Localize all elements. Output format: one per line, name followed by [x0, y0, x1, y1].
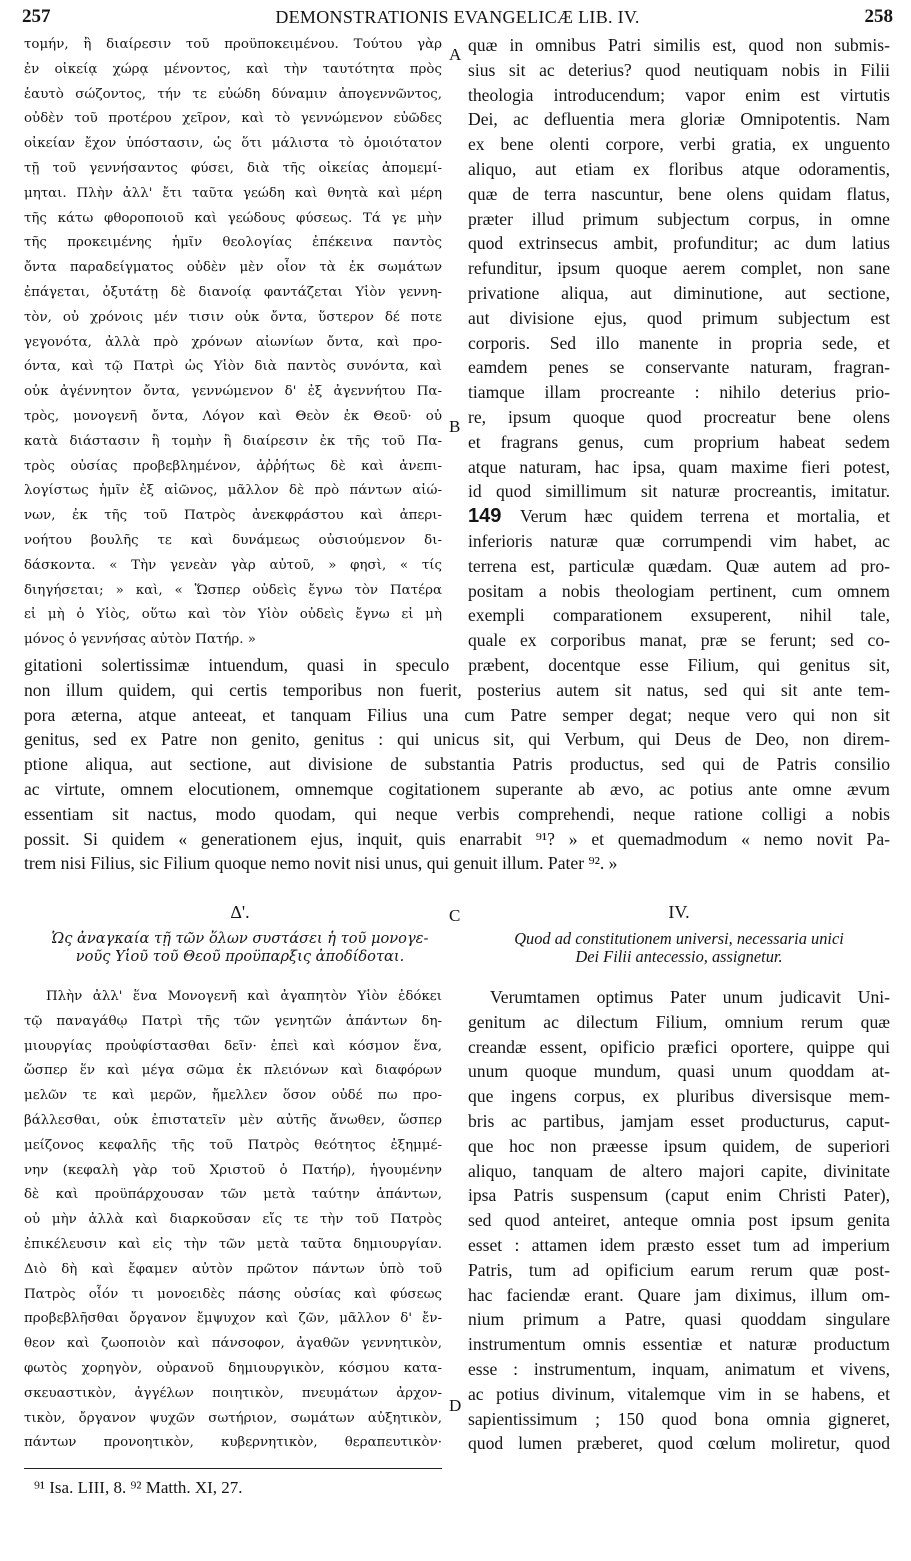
- latin-text-line: id quod simillimum sit naturæ procreantis, imitatur.: [468, 481, 890, 502]
- latin-text-line: quæ de terra nascuntur, bene olens quidam flatus,: [468, 183, 890, 204]
- latin-full-line: ac virtute, omnem elocutionem, omnemque cogitationem superante ab ævo, ac potius ante omne ævum: [24, 778, 890, 799]
- right-page-number: 258: [864, 6, 893, 27]
- latin-text-line: sed quod anteiret, anteque omnia post ipsum genita: [468, 1210, 890, 1231]
- latin-full-line: pora æterna, atque anteeat, et tanquam Filius una cum Patre semper degat; neque vero qui non sit: [24, 704, 890, 725]
- latin-text-line: instrumentum omnis essentiæ et naturæ productum: [468, 1334, 890, 1355]
- latin-text-line: exempli comparationem exsuperent, nihil tale,: [468, 605, 890, 626]
- latin-text-line: quale ex corporibus manat, præ se ferunt; sed co-: [468, 630, 890, 651]
- greek-text-line: Διὸ δὴ καὶ ἔφαμεν αὐτὸν πρῶτον πάντων ὑπὸ τοῦ: [24, 1261, 442, 1277]
- greek-text-line: εἰ μὴ ὁ Υἱὸς, οὕτω καὶ τὸν Υἱὸν οὐδεὶς ἔγνω εἰ μὴ: [24, 607, 442, 623]
- latin-text-line: aliquo, aut etiam ex floribus atque odoramentis,: [468, 158, 890, 179]
- greek-text-line: ὄντα παραδείγματος οὐδὲν μὲν οἷον τὰ ἐκ σωμάτων: [24, 260, 442, 276]
- latin-text-line: esse : instrumentum, inquam, animatum et vivens,: [468, 1358, 890, 1379]
- latin-column-top: [468, 33, 890, 653]
- latin-text-line: corporis. Sed illo manente in propria sede, et: [468, 332, 890, 353]
- greek-text-line: δάσκοντα. « Τὴν γενεὰν γὰρ αὐτοῦ, » φησὶ, « τίς: [24, 557, 442, 573]
- greek-text-line: φωτὸς χορηγὸν, οὐρανοῦ δημιουργικὸν, κόσμου κατα-: [24, 1360, 442, 1376]
- latin-text-line: hac faciendæ erant. Quare jam diximus, illum om-: [468, 1284, 890, 1305]
- latin-full-line: essentiam sit nactus, modo quodam, qui neque verbis comprehendi, neque ratione colligi a nobis: [24, 803, 890, 824]
- greek-column-chapter: [24, 985, 442, 1456]
- greek-text-line: τὸν, οὐ χρόνοις μέν τισιν οὐκ ὄντα, ὕστερον δέ ποτε: [24, 309, 442, 325]
- latin-full-line: gitationi solertissimæ intuendum, quasi in speculo præbent, docentque esse Filium, qui genitus sit,: [24, 655, 890, 675]
- greek-text-line: οὐκ ἀγέννητον ὄντα, γεννώμενον δ' ἐξ ἀγεννήτου Πα-: [24, 384, 442, 400]
- latin-text-line: nium primum a Patre, quasi quoddam singulare: [468, 1309, 890, 1330]
- latin-text-line: inferioris naturæ quæ corrumpendi vim habet, ac: [468, 530, 890, 551]
- greek-chapter-number: Δ'.: [230, 902, 250, 922]
- greek-text-line: τικὸν, ὄργανον ψυχῶν σωτήριον, σωμάτων αὐξητικὸν,: [24, 1410, 442, 1426]
- greek-text-line: τῇ τοῦ γεννήσαντος φύσει, διὰ τῆς οἰκείας ἀπομεμί-: [24, 160, 442, 176]
- greek-text-line: οἰκείαν ἔχον ὑπόστασιν, ὡς ὅτι μάλιστα τὸ ὁμοιότατον: [24, 136, 442, 152]
- greek-text-line: οὐ μὴν ἀλλὰ καὶ διαρκοῦσαν εἴς τε τὴν τοῦ Πατρὸς: [24, 1212, 442, 1228]
- latin-text-line: re, ipsum quoque quod procreatur bene olens: [468, 406, 890, 427]
- greek-text-line: μιουργίας προὐφίστασθαι δεῖν· ἐπεὶ καὶ κόσμον ἕνα,: [24, 1038, 442, 1054]
- greek-text-line: Πατρὸς οἷόν τι μονοειδὲς πάσης οὐσίας καὶ φύσεως: [24, 1286, 442, 1302]
- latin-text-line: refunditur, ipsum quoque aerem complet, non sane: [468, 258, 890, 279]
- latin-text-line: Dei, ac defluentia mera gloriæ Omnipotentis. Nam: [468, 109, 890, 130]
- latin-text-line: aut divisione ejus, quod primum subjectum est: [468, 307, 890, 328]
- greek-text-line: τῆς προκειμένης ἡμῖν θεολογίας ἐπέκεινα παντὸς: [24, 235, 442, 251]
- greek-text-line: δὲ καὶ προϋπάρχουσαν τῶν μετὰ ταύτην ἁπάντων,: [24, 1187, 442, 1203]
- greek-chapter-title: [24, 930, 456, 966]
- latin-text-line: Verumtamen optimus Pater unum judicavit Uni-: [490, 987, 890, 1007]
- greek-text-line: πάντων προνοητικὸν, κυβερνητικὸν, θεραπευτικὸν·: [24, 1435, 442, 1451]
- greek-text-line: προβεβλῆσθαι ὄργανον ἔμψυχον καὶ ζῶν, μᾶλλον δ' ἔν-: [24, 1311, 442, 1327]
- latin-full-width-continuation: [24, 653, 890, 876]
- latin-full-line: ptione aliqua, aut sectione, aut divisione de substantia Patris productus, sed qui de Patris consilio: [24, 754, 890, 775]
- latin-text-line: unum quoque mundum, quasi unum quoddam at-: [468, 1061, 890, 1082]
- greek-text-line: ἐπάγεται, ὀξυτάτῃ δὲ διανοίᾳ φαντάζεται Υἱὸν γεννη-: [24, 284, 442, 300]
- latin-text-line: quod extrinsecus ambit, profunditur; ac dum latius: [468, 233, 890, 254]
- latin-title-line: Dei Filii antecessio, assignetur.: [575, 948, 783, 966]
- footnote-separator: [24, 1468, 442, 1469]
- greek-text-line: τρὸς, μονογενῆ ὄντα, Λόγον καὶ Θεὸν ἐκ Θεοῦ· οὐ: [24, 408, 442, 424]
- running-title: DEMONSTRATIONIS EVANGELICÆ LIB. IV.: [275, 7, 640, 27]
- latin-text-line: genitum ac dilectum Filium, omnium rerum quæ: [468, 1011, 890, 1032]
- latin-full-line: genitus, sed ex Patre non genito, genitus : qui unicus sit, qui Verbum, qui Deus de Deo, non direm-: [24, 729, 890, 750]
- paragraph-number: 149: [468, 505, 520, 528]
- margin-marker-b: B: [449, 417, 461, 436]
- greek-text-line: γεγονότα, ἀλλὰ πρὸ χρόνων αἰωνίων ὄντα, καὶ προ-: [24, 334, 442, 350]
- greek-title-line: Ὡς ἀναγκαία τῇ τῶν ὅλων συστάσει ἡ τοῦ μονογε-: [51, 930, 429, 947]
- greek-text-line: μείζονος κεφαλῆς τῆς τοῦ Πατρὸς θεότητος ἐξημμέ-: [24, 1137, 442, 1153]
- latin-text-line: [468, 504, 890, 529]
- greek-text-line: ἐν οἰκείᾳ χώρᾳ μένοντος, καὶ τὴν ταυτότητα πρὸς: [24, 61, 442, 77]
- latin-text-line: et fragrans genus, cum proprium habeat sedem: [468, 431, 890, 452]
- greek-text-line: κατὰ διάστασιν ἢ τομὴν ἢ διαίρεσιν ἐκ τῆς τοῦ Πα-: [24, 433, 442, 449]
- latin-text-line: terrena est, particulæ quædam. Quæ autem ad pro-: [468, 555, 890, 576]
- footnotes: ⁹¹ Isa. LIII, 8. ⁹² Matth. XI, 27.: [34, 1478, 243, 1497]
- greek-text-line: λογίστως ἡμῖν ἐξ αἰῶνος, μᾶλλον δὲ πρὸ πάντων αἰώ-: [24, 483, 442, 499]
- greek-text-line: τρὸς οὐσίας προβεβλημένον, ἀῤῥήτως δὲ καὶ ἀνεπι-: [24, 458, 442, 474]
- greek-text-line: μελῶν τε καὶ μερῶν, ἤμελλεν ὅσον οὐδέ πω προ-: [24, 1088, 442, 1104]
- latin-full-line: trem nisi Filius, sic Filium quoque nemo novit nisi unus, qui genuit illum. Pater ⁹². »: [24, 853, 618, 874]
- left-page-number: 257: [22, 6, 51, 27]
- greek-text-line: μηται. Πλὴν ἀλλ' ἔτι ταῦτα γεώδη καὶ θνητὰ καὶ μέρη: [24, 185, 442, 201]
- latin-text-line: Patris, tum ad opificium earum rerum quæ post-: [468, 1259, 890, 1280]
- greek-text-line: θεον καὶ ζωοποιὸν καὶ πάνσοφον, ἀγαθῶν γεννητικὸν,: [24, 1336, 442, 1352]
- latin-text-line: sius sit ac deterius? quod neutiquam nobis in Filii: [468, 59, 890, 80]
- greek-text-line: τῆς κάτω φθοροποιοῦ καὶ γεώδους φύσεως. Τά γε μὴν: [24, 210, 442, 226]
- latin-text-line: positam a nobis theologiam pertinent, cum omnem: [468, 580, 890, 601]
- latin-text-line: esset : attamen idem præsto esset tum ad imperium: [468, 1234, 890, 1255]
- margin-marker-a: A: [449, 45, 462, 64]
- latin-text-line: privatione aliqua, aut diminutione, aut sectione,: [468, 282, 890, 303]
- greek-text-line: βάλλεσθαι, οὐκ ἐπιστατεῖν μὲν αὐτῆς ἄνωθεν, ὥσπερ: [24, 1112, 442, 1128]
- latin-text-line: eamdem penes se conservante naturam, fragran-: [468, 357, 890, 378]
- latin-chapter-title: [468, 930, 890, 966]
- greek-text-line: όντα, καὶ τῷ Πατρὶ ὡς Υἱὸν διὰ παντὸς συνόντα, καὶ: [24, 359, 442, 375]
- latin-text-line-text: Verum hæc quidem terrena et mortalia, et: [519, 506, 890, 527]
- greek-text-line: νων, ἐκ τῆς τοῦ Πατρὸς ἀνεκφράστου καὶ ἀπερι-: [24, 508, 442, 524]
- greek-text-line: μόνος ὁ γεννήσας αὐτὸν Πατήρ. »: [24, 632, 257, 648]
- latin-title-line: Quod ad constitutionem universi, necessaria unici: [514, 930, 844, 948]
- greek-text-line: Πλὴν ἀλλ' ἕνα Μονογενῆ καὶ ἀγαπητὸν Υἱὸν ἐδόκει: [46, 989, 442, 1004]
- greek-text-line: ὥσπερ ἕν καὶ μέγα σῶμα ἐκ πλειόνων καὶ διαφόρων: [24, 1063, 442, 1079]
- latin-text-line: que hoc non præesse ipsum quidem, de superiori: [468, 1135, 890, 1156]
- latin-text-line: theologia introducendum; vapor enim est virtutis: [468, 84, 890, 105]
- latin-text-line: que ingens corpus, ex pluribus diversisque mem-: [468, 1086, 890, 1107]
- latin-text-line: quod lumen præberet, quod cœlum moliretur, quod: [468, 1433, 890, 1454]
- page-header: [22, 6, 893, 36]
- latin-text-line: aliquo, tanquam de altero majori capite, divinitate: [468, 1160, 890, 1181]
- greek-text-line: νην (κεφαλὴ γὰρ τοῦ Χριστοῦ ὁ Πατήρ), ἡγουμένην: [24, 1162, 442, 1178]
- latin-text-line: quæ in omnibus Patri similis est, quod non submis-: [468, 35, 890, 55]
- latin-text-line: sapientissimum ; 150 quod bona omnia gigneret,: [468, 1408, 890, 1429]
- greek-text-line: νοήτου βουλῆς τε καὶ δυνάμεως οὐσιούμενον δι-: [24, 532, 442, 548]
- greek-title-line: νοῦς Υἱοῦ τοῦ Θεοῦ προϋπαρξις ἀποδίδοται.: [75, 948, 405, 965]
- latin-text-line: atque naturam, hac ipsa, quam maxime fieri potest,: [468, 456, 890, 477]
- latin-text-line: bris ac partibus, jamjam esset producturus, caput-: [468, 1110, 890, 1131]
- latin-column-chapter: [468, 985, 890, 1456]
- greek-text-line: τῷ παναγάθῳ Πατρὶ τῆς τῶν γενητῶν ἁπάντων δη-: [24, 1013, 442, 1029]
- greek-text-line: ἐπικέλευσιν καὶ εἰς τὴν τῶν μετὰ ταῦτα δημιουργίαν.: [24, 1236, 442, 1252]
- latin-text-line: ex bene olenti corpore, verbi gratia, ex unguento: [468, 134, 890, 155]
- greek-column-top: [24, 33, 442, 653]
- greek-text-line: τομήν, ἢ διαίρεσιν τοῦ προϋποκειμένου. Τούτου γὰρ: [24, 37, 442, 52]
- greek-text-line: σκευαστικὸν, ἀγγέλων ποιητικὸν, πνευμάτων ἀρχον-: [24, 1385, 442, 1401]
- latin-full-line: possit. Si quidem « generationem ejus, inquit, quis enarrabit ⁹¹? » et quemadmodum « nemo novit Pa-: [24, 828, 890, 849]
- latin-chapter-number: IV.: [668, 902, 690, 922]
- latin-text-line: præter illud primum subjectum corpus, in omne: [468, 208, 890, 229]
- margin-marker-d: D: [449, 1396, 462, 1415]
- latin-text-line: tiamque illam procreante : nihilo deterius prio-: [468, 382, 890, 403]
- greek-text-line: ἑαυτὸ σώζοντος, τήν τε εὐώδη δύναμιν ἀπογεννῶντος,: [24, 86, 442, 102]
- latin-text-line: ac potius divinum, vitalemque vim in se habens, et: [468, 1383, 890, 1404]
- latin-full-line: non illum quidem, qui certis temporibus non fuerit, posterius autem sit natus, sed qui sit ante tem-: [24, 679, 890, 700]
- latin-text-line: ipsa Patris suspensum (caput enim Christi Pater),: [468, 1185, 890, 1206]
- greek-text-line: οὐδὲν τοῦ προτέρου χεῖρον, καὶ τὸ γεννώμενον εὐῶδες: [24, 111, 442, 127]
- greek-text-line: διηγήσεται; » καὶ, « Ὥσπερ οὐδεὶς ἔγνω τὸν Πατέρα: [24, 582, 442, 598]
- margin-marker-c: C: [449, 906, 461, 925]
- latin-text-line: creandæ essent, opificio præfici oportere, quippe qui: [468, 1036, 890, 1057]
